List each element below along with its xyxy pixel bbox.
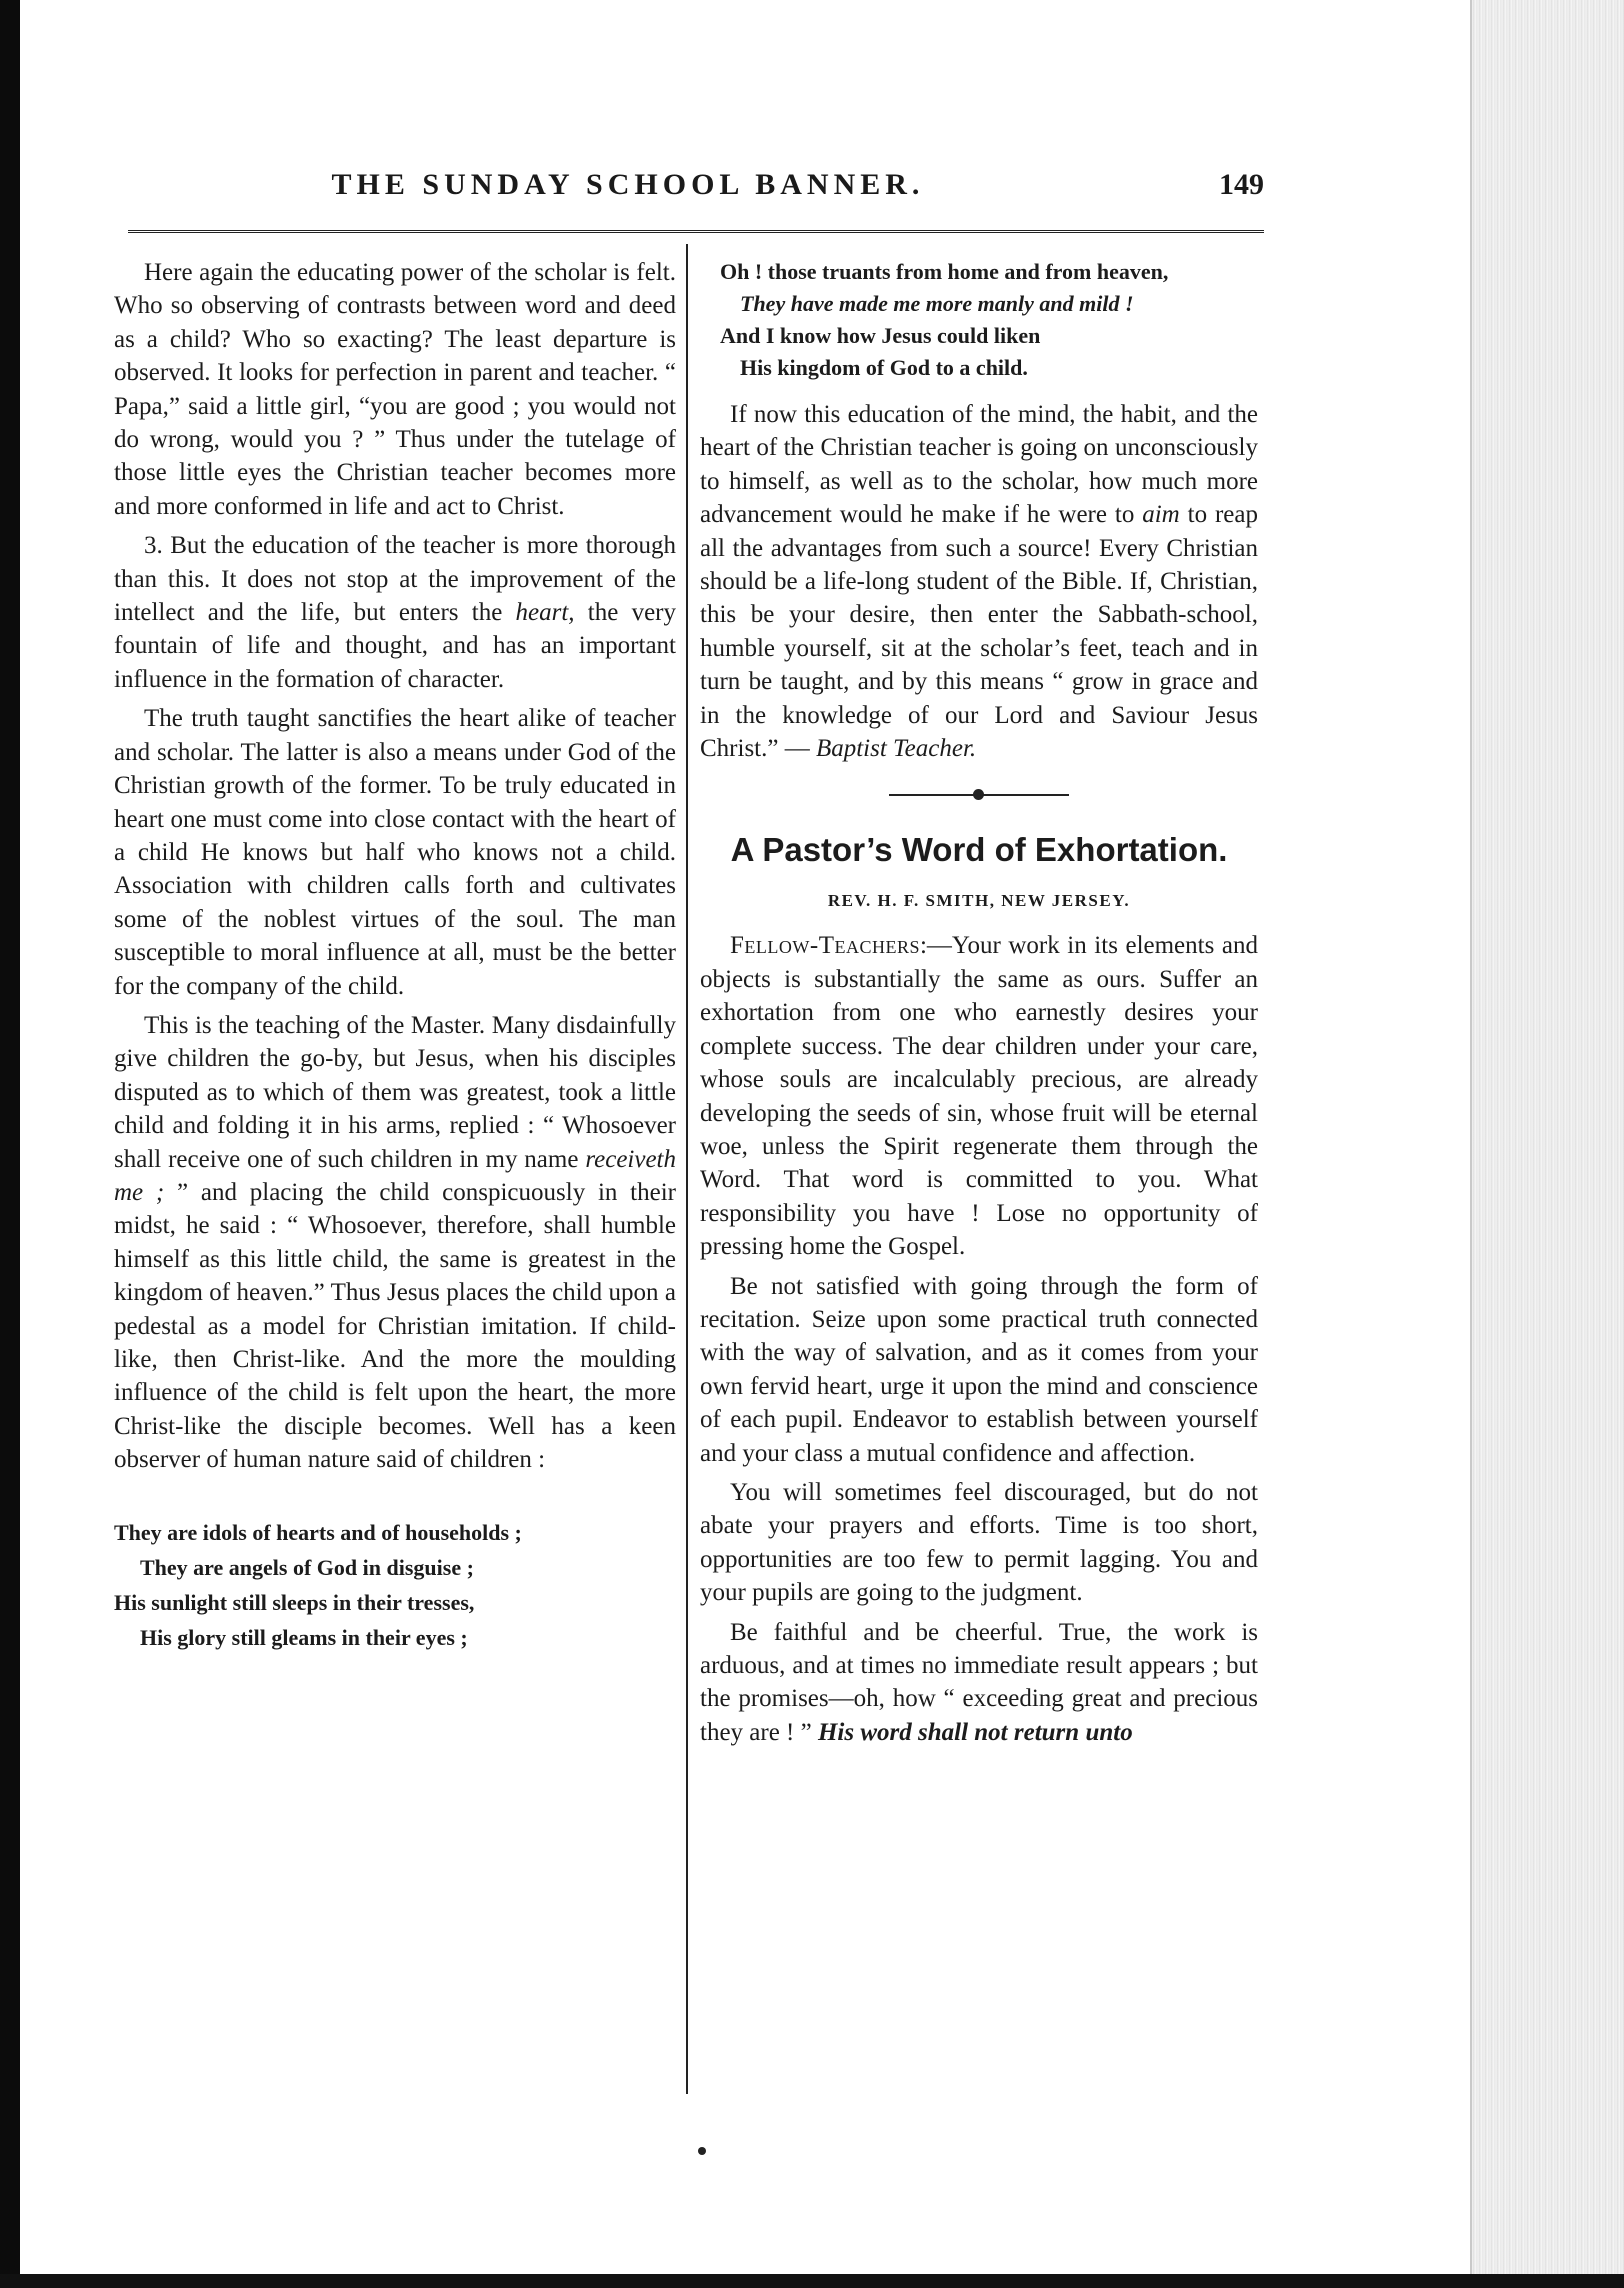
paragraph-text: If now this education of the mind, the habit, and the heart of the Christian teacher is going on unconsciously to himself, as well as to the scholar, how much more advancement would he make if he were to (700, 401, 1258, 529)
ornament-dot (973, 789, 984, 800)
article-body (700, 929, 1258, 1749)
paragraph-text: 3. But the education of the teacher is more thorough than this. It does not stop at the improvement of the intellect and the life, but enters the (114, 532, 676, 627)
paragraph (700, 929, 1258, 1263)
article-title: A Pastor’s Word of Exhortation. (730, 831, 1228, 869)
paragraph: You will sometimes feel discouraged, but do not abate your prayers and efforts. Time is too short, opportunities are too few to permit lagging. You and your pupils are going to the judgment. (700, 1478, 1258, 1607)
book-binding-edge (0, 0, 20, 2288)
paragraph (700, 398, 1258, 765)
paragraph (114, 529, 676, 696)
poem-line: His sunlight still sleeps in their tresses, (114, 1589, 475, 1615)
header-rule (128, 230, 1264, 233)
paragraph: Be not satisfied with going through the form of recitation. Seize upon some practical truth connected with the way of salvation, and as it comes from your own fervid heart, urge it upon the mind and conscience of each pupil. Endeavor to establish between yourself and your class a mutual confidence and affection. (700, 1272, 1258, 1467)
paragraph-text: the very fountain of life and thought, and has an important influence in the formation of character. (114, 599, 676, 693)
section-ornament (889, 785, 1069, 805)
salutation: Fellow-Teachers (730, 932, 920, 960)
paragraph (700, 1616, 1258, 1750)
scan-bottom-edge (0, 2274, 1624, 2288)
poem-continued (700, 256, 1258, 384)
emphasis: receiveth me ; (114, 1145, 677, 1206)
footer-mark (698, 2147, 706, 2155)
paragraph-text: Be faithful and be cheerful. True, the work is arduous, and at times no immediate result appears ; but the promises—oh, how “ exceeding great and precious they are ! ” (700, 1618, 1258, 1746)
source-citation: Baptist Teacher. (815, 735, 977, 763)
right-column (700, 256, 1258, 1749)
running-title: THE SUNDAY SCHOOL BANNER. (331, 168, 925, 201)
emphasis: aim (1142, 501, 1180, 529)
paragraph-text: This is the teaching of the Master. Many disdainfully give children the go-by, but Jesus, when his disciples disputed as to which of them was greatest, took a little child and folding it in his arms, replied : “ Whosoever shall receive one of such children in my name (114, 1011, 676, 1173)
poem-line: They have made me more manly and mild ! (740, 291, 1134, 316)
poem-line: His kingdom of God to a child. (740, 355, 1028, 380)
paragraph: Here again the educating power of the scholar is felt. Who so observing of contrasts between word and deed as a child? Who so exacting? The least departure is observed. It looks for perfection in parent and teacher. “ Papa,” said a little girl, “you are good ; you would not do wrong, would you ? ” Thus under the tutelage of those little eyes the Christian teacher becomes more and more conformed in life and act to Christ. (114, 259, 676, 520)
byline: REV. H. F. SMITH, NEW JERSEY. (827, 891, 1131, 911)
poem-line: They are idols of hearts and of households ; (114, 1519, 522, 1545)
paragraph-text: :—Your work in its elements and objects is substantially the same as ours. Suffer an exhortation from one who earnestly desires your complete success. The dear children under your care, whose souls are incalculably precious, are already developing the seeds of sin, whose fruit will be eternal woe, unless the Spirit regenerate them through the Word. That word is committed to you. What responsibility you have ! Lose no opportunity of pressing home the Gospel. (700, 932, 1258, 1261)
paragraph-text: and placing the child conspicuously in their midst, he said : “ Whosoever, therefore, shall humble himself as this little child, the same is greatest in the kingdom of heaven.” Thus Jesus places the child upon a pedestal as a model for Christian imitation. If child-like, then Christ-like. And the more the moulding influence of the child is felt upon the heart, the more Christ-like the disciple becomes. Well has a keen observer of human nature said of children : (114, 1178, 676, 1474)
emphasis: heart, (515, 599, 575, 627)
paragraph (114, 1009, 676, 1477)
column-divider (686, 244, 688, 2094)
left-prose (114, 256, 676, 1477)
poem-line: Oh ! those truants from home and from heaven, (720, 259, 1169, 284)
paragraph-text: to reap all the advantages from such a source! Every Christian should be a life-long student of the Bible. If, Christian, this be your desire, then enter the Sabbath-school, humble yourself, sit at the scholar’s feet, teach and in turn be taught, and by this means “ grow in grace and in the knowledge of our Lord and Saviour Jesus Christ.” — (700, 501, 1258, 763)
page-stack-edge (1470, 0, 1624, 2288)
page-header (128, 166, 1264, 216)
poem-line: His glory still gleams in their eyes ; (140, 1624, 468, 1650)
left-column (114, 256, 676, 1655)
paragraph-text: ” (164, 1178, 189, 1206)
emphasis: His word shall not return unto (817, 1718, 1133, 1746)
poem-line: They are angels of God in disguise ; (140, 1554, 474, 1580)
poem (114, 1515, 676, 1655)
right-prose (700, 398, 1258, 765)
paragraph: The truth taught sanctifies the heart alike of teacher and scholar. The latter is also a means under God of the Christian growth of the former. To be truly educated in heart one must come into close contact with the heart of a child He knows but half who knows not a child. Association with children calls forth and cultivates some of the noblest virtues of the soul. The man susceptible to moral influence at all, must be the better for the company of the child. (114, 705, 676, 1000)
poem-line: And I know how Jesus could liken (720, 323, 1041, 348)
page-number: 149 (1219, 168, 1264, 201)
